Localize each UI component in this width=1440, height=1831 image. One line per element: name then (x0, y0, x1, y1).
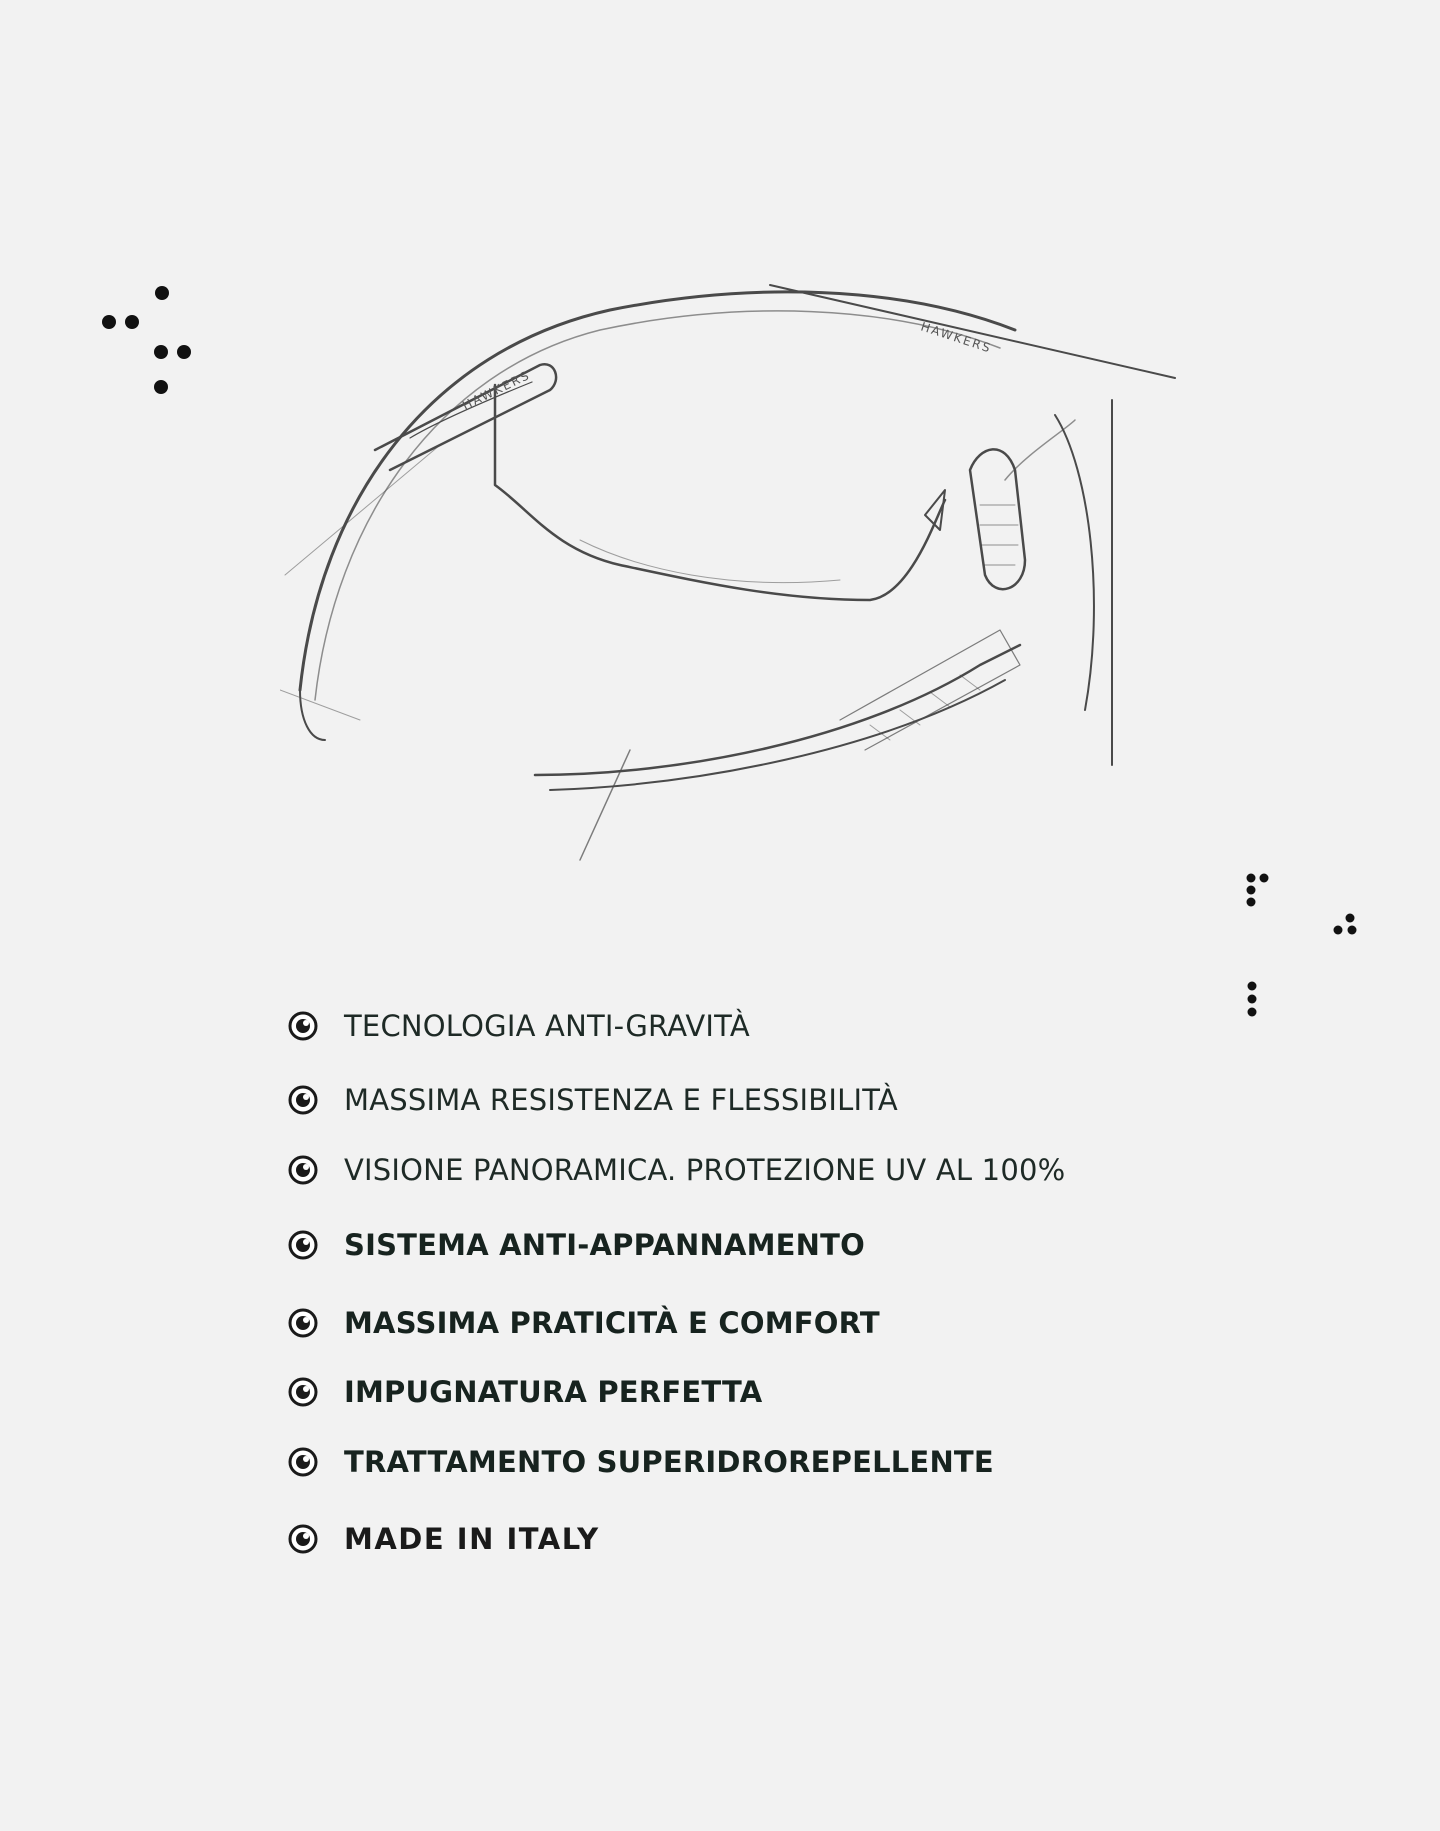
list-item (286, 1225, 865, 1265)
list-item (286, 1519, 600, 1559)
swirl-bullet-icon (286, 1009, 320, 1043)
swirl-bullet-icon (286, 1083, 320, 1117)
feature-label: TECNOLOGIA ANTI-GRAVITÀ (344, 1009, 750, 1043)
feature-label: MASSIMA PRATICITÀ E COMFORT (344, 1306, 880, 1340)
list-item (286, 1006, 750, 1046)
swirl-bullet-icon (286, 1522, 320, 1556)
feature-label: IMPUGNATURA PERFETTA (344, 1375, 763, 1409)
swirl-bullet-icon (286, 1375, 320, 1409)
feature-label: SISTEMA ANTI-APPANNAMENTO (344, 1228, 865, 1262)
brand-right-label: HAWKERS (919, 319, 994, 356)
feature-label: VISIONE PANORAMICA. PROTEZIONE UV AL 100% (344, 1153, 1066, 1187)
swirl-bullet-icon (286, 1306, 320, 1340)
feature-label: TRATTAMENTO SUPERIDROREPELLENTE (344, 1445, 994, 1479)
list-item (286, 1372, 762, 1412)
feature-label: MASSIMA RESISTENZA E FLESSIBILITÀ (344, 1083, 898, 1117)
brand-left-label: HAWKERS (460, 367, 533, 413)
feature-label: MADE IN ITALY (344, 1522, 600, 1556)
list-item (286, 1303, 880, 1343)
feature-list (286, 0, 1186, 1831)
swirl-bullet-icon (286, 1445, 320, 1479)
swirl-bullet-icon (286, 1228, 320, 1262)
list-item (286, 1080, 898, 1120)
swirl-bullet-icon (286, 1153, 320, 1187)
list-item (286, 1442, 994, 1482)
list-item (286, 1150, 1065, 1190)
